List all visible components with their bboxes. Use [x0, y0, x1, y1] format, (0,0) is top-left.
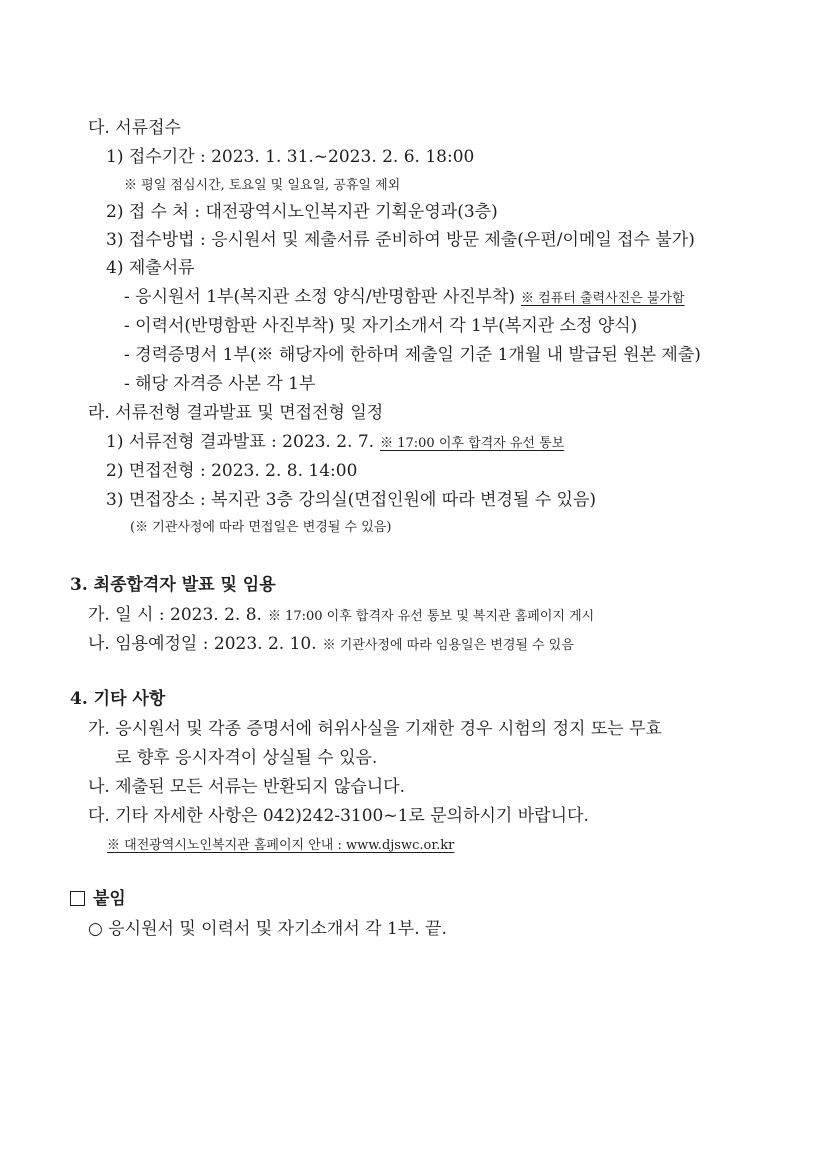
- appointment-date-text: 나. 임용예정일 : 2023. 2. 10.: [88, 634, 317, 654]
- receipt-location: 2) 접 수 처 : 대전광역시노인복지관 기획운영과(3층): [106, 202, 498, 222]
- result-announcement: [106, 431, 564, 455]
- attachment-heading: [70, 888, 126, 910]
- final-announcement: [88, 604, 594, 628]
- list-item: [124, 286, 685, 310]
- attachment-heading-text: 붙임: [93, 889, 126, 909]
- interview-date: 2) 면접전형 : 2023. 2. 8. 14:00: [106, 461, 358, 481]
- interview-note: (※ 기관사정에 따라 면접일은 변경될 수 있음): [130, 520, 392, 535]
- result-announcement-text: 1) 서류전형 결과발표 : 2023. 2. 7.: [106, 432, 375, 452]
- list-item: - 경력증명서 1부(※ 해당자에 한하며 제출일 기준 1개월 내 발급된 원본 제출): [124, 345, 701, 365]
- receipt-period: 1) 접수기간 : 2023. 1. 31.~2023. 2. 6. 18:00: [106, 147, 475, 167]
- appointment-date-note: ※ 기관사정에 따라 임용일은 변경될 수 있음: [322, 638, 574, 653]
- result-announcement-note: ※ 17:00 이후 합격자 유선 통보: [380, 436, 565, 451]
- list-item: - 해당 자격증 사본 각 1부: [124, 374, 316, 394]
- attachment-item: ○ 응시원서 및 이력서 및 자기소개서 각 1부. 끝.: [88, 919, 447, 939]
- other-item-no-return: 나. 제출된 모든 서류는 반환되지 않습니다.: [88, 777, 406, 797]
- receipt-method: 3) 접수방법 : 응시원서 및 제출서류 준비하여 방문 제출(우편/이메일 접수 불가): [106, 230, 695, 250]
- required-documents-label: 4) 제출서류: [106, 258, 195, 278]
- section-heading-final-results: 3. 최종합격자 발표 및 임용: [70, 575, 276, 595]
- final-announcement-note: ※ 17:00 이후 합격자 유선 통보 및 복지관 홈페이지 게시: [267, 609, 595, 624]
- final-announcement-text: 가. 일 시 : 2023. 2. 8.: [88, 605, 262, 625]
- section-heading-other: 4. 기타 사항: [70, 689, 166, 709]
- homepage-note: ※ 대전광역시노인복지관 홈페이지 안내 : www.djswc.or.kr: [107, 838, 455, 853]
- appointment-date: [88, 633, 574, 657]
- other-item-contact: 다. 기타 자세한 사항은 042)242-3100~1로 문의하시기 바랍니다.: [88, 806, 589, 826]
- document-item-note: ※ 컴퓨터 출력사진은 불가함: [521, 291, 685, 306]
- section-heading-document-receipt: 다. 서류접수: [88, 118, 181, 138]
- other-item-false-info-cont: 로 향후 응시자격이 상실될 수 있음.: [115, 748, 378, 768]
- other-item-false-info: 가. 응시원서 및 각종 증명서에 허위사실을 기재한 경우 시험의 정지 또는 무효: [88, 719, 662, 739]
- interview-location: 3) 면접장소 : 복지관 3층 강의실(면접인원에 따라 변경될 수 있음): [106, 490, 597, 510]
- receipt-period-note: ※ 평일 점심시간, 토요일 및 일요일, 공휴일 제외: [124, 178, 401, 193]
- document-item-text: - 응시원서 1부(복지관 소정 양식/반명함판 사진부착): [124, 287, 516, 307]
- list-item: - 이력서(반명함판 사진부착) 및 자기소개서 각 1부(복지관 소정 양식): [124, 316, 638, 336]
- section-heading-schedule: 라. 서류전형 결과발표 및 면접전형 일정: [88, 403, 384, 423]
- checkbox-square-icon: [70, 891, 85, 906]
